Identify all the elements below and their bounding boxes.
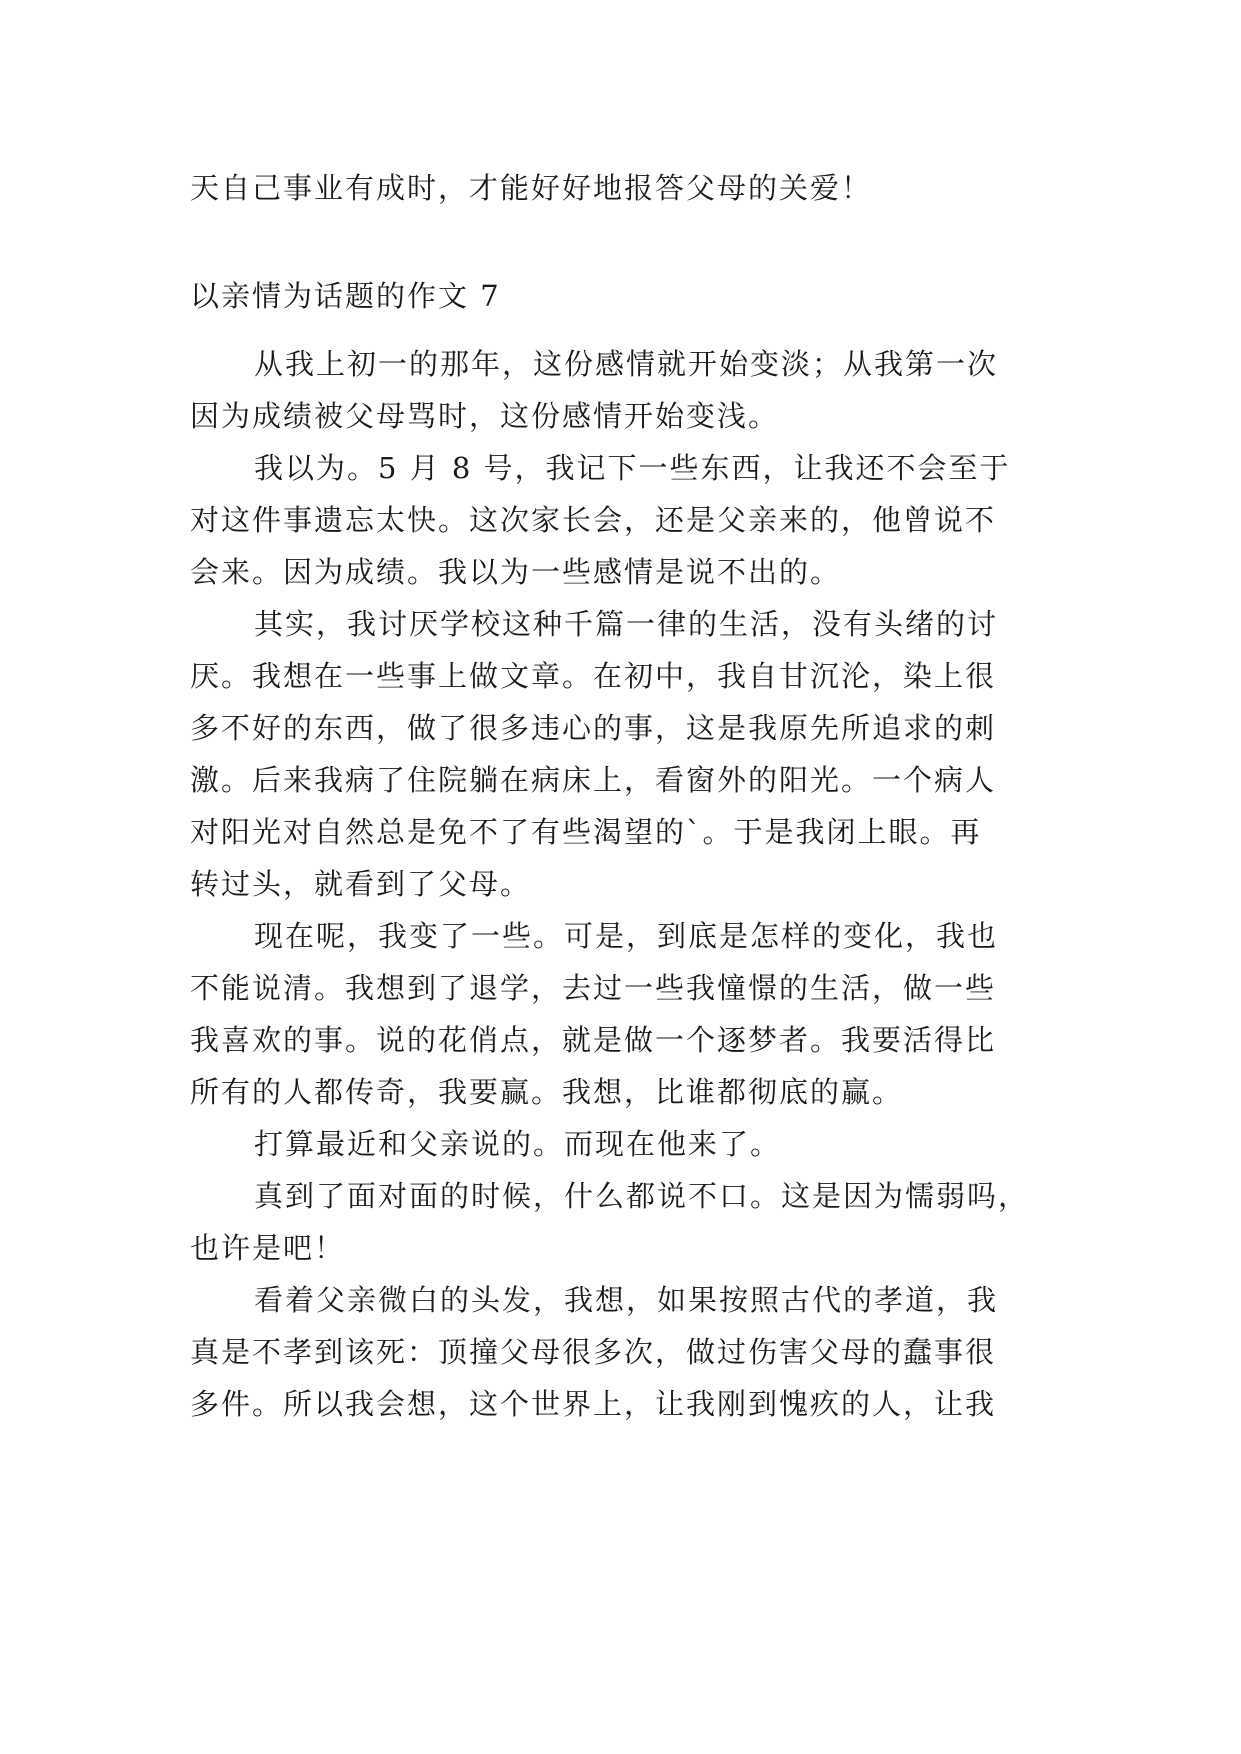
text-line: 厌。我想在一些事上做文章。在初中，我自甘沉沦，染上很 (190, 659, 997, 693)
paragraph (190, 1170, 1050, 1274)
text-line: 从我上初一的那年，这份感情就开始变淡；从我第一次 (254, 347, 999, 381)
carryover-text (190, 162, 1050, 214)
text-line: 我以为。5 月 8 号，我记下一些东西，让我还不会至于 (254, 451, 1011, 485)
text-line: 不能说清。我想到了退学，去过一些我憧憬的生活，做一些 (190, 971, 997, 1005)
text-line: 所有的人都传奇，我要赢。我想，比谁都彻底的赢。 (190, 1075, 904, 1109)
paragraph (190, 1274, 1050, 1430)
paragraph (190, 1118, 1050, 1170)
text-line: 也许是吧！ (190, 1231, 346, 1265)
paragraph (190, 338, 1050, 442)
text-line: 激。后来我病了住院躺在病床上，看窗外的阳光。一个病人 (190, 763, 997, 797)
paragraph (190, 598, 1050, 910)
text-line: 看着父亲微白的头发，我想，如果按照古代的孝道，我 (254, 1283, 999, 1317)
paragraph (190, 442, 1050, 598)
text-line: 对阳光对自然总是免不了有些渴望的`。于是我闭上眼。再 (190, 815, 982, 849)
text-line: 天自己事业有成时，才能好好地报答父母的关爱！ (190, 171, 873, 205)
text-line: 其实，我讨厌学校这种千篇一律的生活，没有头绪的讨 (254, 607, 999, 641)
text-line: 打算最近和父亲说的。而现在他来了。 (254, 1127, 782, 1161)
paragraph (190, 910, 1050, 1118)
text-line: 我喜欢的事。说的花俏点，就是做一个逐梦者。我要活得比 (190, 1023, 997, 1057)
text-line: 多件。所以我会想，这个世界上，让我刚到愧疚的人，让我 (190, 1387, 997, 1421)
text-line: 会来。因为成绩。我以为一些感情是说不出的。 (190, 555, 842, 589)
text-line: 因为成绩被父母骂时，这份感情开始变浅。 (190, 399, 780, 433)
text-line: 现在呢，我变了一些。可是，到底是怎样的变化，我也 (254, 919, 999, 953)
text-line: 真到了面对面的时候，什么都说不口。这是因为懦弱吗， (254, 1179, 1030, 1213)
section-title: 以亲情为话题的作文 7 (190, 279, 501, 313)
text-line: 对这件事遗忘太快。这次家长会，还是父亲来的，他曾说不 (190, 503, 997, 537)
text-line: 真是不孝到该死：顶撞父母很多次，做过伤害父母的蠢事很 (190, 1335, 997, 1369)
essay-body (190, 338, 1050, 1430)
text-line: 转过头，就看到了父母。 (190, 867, 532, 901)
section-heading-block (190, 270, 1050, 322)
text-line: 多不好的东西，做了很多违心的事，这是我原先所追求的刺 (190, 711, 997, 745)
